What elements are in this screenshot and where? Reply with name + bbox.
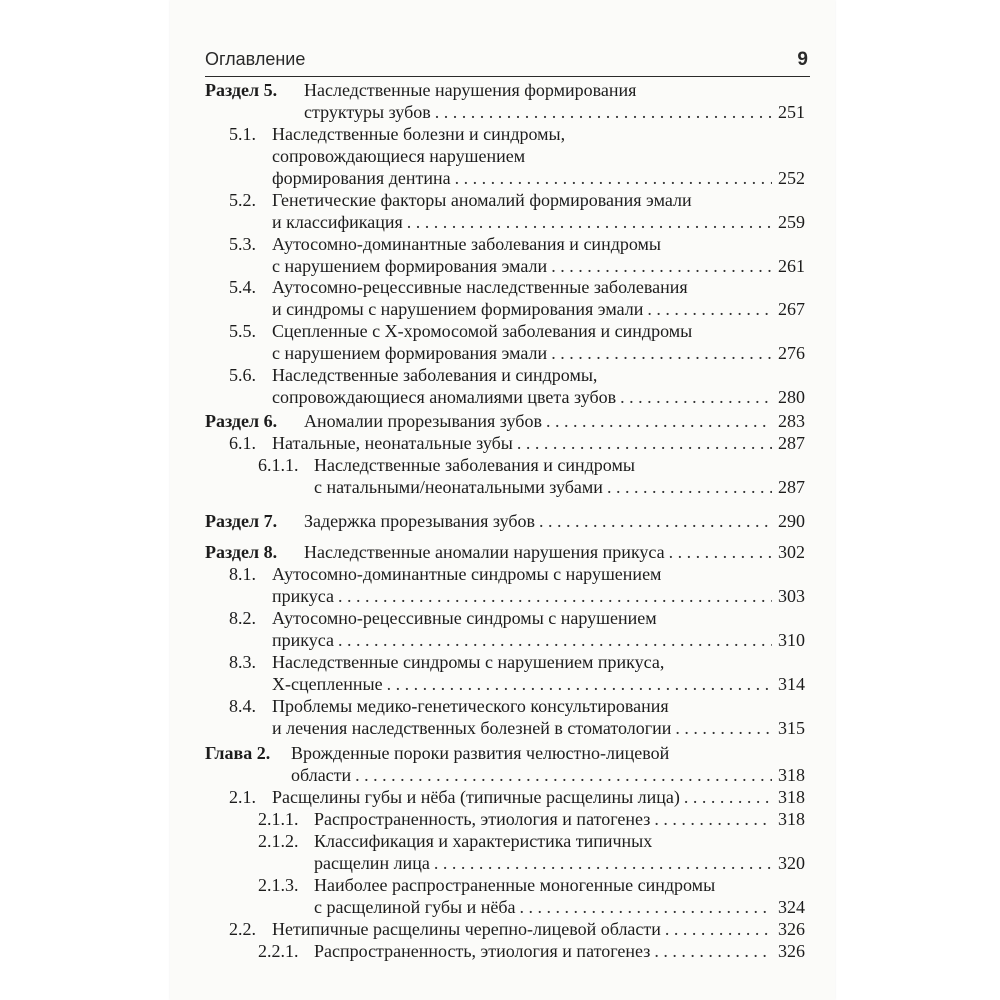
dot-leader	[675, 717, 772, 739]
toc-entry-number: 2.1.2.	[258, 831, 299, 851]
toc-entry-title: с расщелиной губы и нёба	[314, 897, 516, 917]
toc-entry-title: Классификация и характеристика типичных	[314, 831, 653, 851]
header-title: Оглавление	[205, 49, 306, 69]
toc-page-number: 267	[778, 299, 805, 319]
toc-entry-title: Проблемы медико-генетического консультирования	[272, 696, 669, 716]
toc-entry[interactable]	[205, 432, 805, 454]
toc-page-number: 287	[778, 477, 805, 497]
toc-entry-title: с нарушением формирования эмали	[272, 343, 548, 363]
dot-leader	[620, 386, 772, 408]
toc-entry-number: 5.4.	[229, 277, 256, 297]
toc-entry-title: и лечения наследственных болезней в стоматологии	[272, 718, 672, 738]
toc-entry-title: прикуса	[272, 630, 334, 650]
toc-entry[interactable]	[205, 830, 805, 874]
toc-entry-number: 2.1.1.	[258, 809, 299, 829]
toc-entry-title: сопровождающиеся аномалиями цвета зубов	[272, 387, 617, 407]
toc-entry-title: прикуса	[272, 586, 334, 606]
toc-entry-number: 8.2.	[229, 608, 256, 628]
toc-entry-title: Наиболее распространенные моногенные синдромы	[314, 875, 716, 895]
toc-entry-title: Нетипичные расщелины черепно-лицевой области	[272, 919, 661, 939]
toc-entry[interactable]	[205, 189, 805, 233]
toc-page-number: 283	[778, 411, 805, 431]
dot-leader	[607, 476, 772, 498]
toc-page-number: 302	[778, 542, 805, 562]
toc-entry-title: Наследственные нарушения формирования	[304, 80, 637, 100]
toc-page-number: 287	[778, 433, 805, 453]
toc-entry-number: 5.1.	[229, 124, 256, 144]
dot-leader	[551, 255, 772, 277]
toc-entry-number: 5.3.	[229, 234, 256, 254]
dot-leader	[654, 808, 772, 830]
toc-page-number: 318	[778, 809, 805, 829]
dot-leader	[665, 918, 772, 940]
toc-entry-number: 5.6.	[229, 365, 256, 385]
toc-entry-number: 8.4.	[229, 696, 256, 716]
toc-page-number: 324	[778, 897, 805, 917]
toc-page-number: 252	[778, 168, 805, 188]
toc-entry[interactable]	[205, 454, 805, 498]
toc-page-number: 276	[778, 343, 805, 363]
toc-page-number: 320	[778, 853, 805, 873]
toc-page-number: 290	[778, 511, 805, 531]
toc-page-number: 318	[778, 765, 805, 785]
toc-entry[interactable]	[205, 786, 805, 808]
toc-entry[interactable]	[205, 808, 805, 830]
dot-leader	[654, 940, 772, 962]
toc-entry-title: и синдромы с нарушением формирования эмали	[272, 299, 644, 319]
dot-leader	[551, 342, 772, 364]
toc-entry-number: 2.2.	[229, 919, 256, 939]
toc-entry-number: Раздел 8.	[205, 542, 278, 562]
dot-leader	[387, 673, 772, 695]
toc-page-number: 259	[778, 212, 805, 232]
toc-entry-title: области	[291, 765, 352, 785]
toc-entry-number: 2.1.	[229, 787, 256, 807]
dot-leader	[684, 786, 772, 808]
dot-leader	[546, 410, 772, 432]
toc-page-number: 251	[778, 102, 805, 122]
toc-entry-title: Х-сцепленные	[272, 674, 383, 694]
toc-entry-title: Аутосомно-рецессивные синдромы с нарушением	[272, 608, 657, 628]
toc-entry[interactable]	[205, 276, 805, 320]
toc-entry-number: 5.5.	[229, 321, 256, 341]
toc-entry[interactable]	[205, 510, 805, 532]
toc-entry[interactable]	[205, 874, 805, 918]
toc-entry-title: Аутосомно-рецессивные наследственные заболевания	[272, 277, 688, 297]
toc-entry-title: Наследственные аномалии нарушения прикуса	[304, 542, 665, 562]
dot-leader	[539, 510, 772, 532]
toc-entry-title: и классификация	[272, 212, 403, 232]
toc-entry-title: Натальные, неонатальные зубы	[272, 433, 513, 453]
toc-entry[interactable]	[205, 607, 805, 651]
dot-leader	[407, 211, 772, 233]
toc-entry-title: Распространенность, этиология и патогенез	[314, 941, 651, 961]
toc-entry-title: Задержка прорезывания зубов	[304, 511, 536, 531]
toc-page-number: 326	[778, 941, 805, 961]
toc-entry-title: Аутосомно-доминантные заболевания и синдромы	[272, 234, 661, 254]
dot-leader	[338, 585, 772, 607]
dot-leader	[434, 852, 772, 874]
dot-leader	[338, 629, 772, 651]
toc-entry-title: Аутосомно-доминантные синдромы с нарушением	[272, 564, 662, 584]
toc-entry-title: Аномалии прорезывания зубов	[304, 411, 542, 431]
toc-entry-number: Раздел 5.	[205, 80, 278, 100]
toc-entry[interactable]	[205, 651, 805, 695]
toc-entry[interactable]	[205, 410, 805, 432]
toc-entry[interactable]	[205, 123, 805, 189]
dot-leader	[669, 541, 772, 563]
toc-entry-title: формирования дентина	[272, 168, 451, 188]
toc-entry-title: с натальными/неонатальными зубами	[314, 477, 603, 497]
toc-entry-number: Раздел 7.	[205, 511, 278, 531]
toc-entry-number: Раздел 6.	[205, 411, 278, 431]
toc-page-number: 326	[778, 919, 805, 939]
toc-entry-number: 2.2.1.	[258, 941, 299, 961]
toc-entry-title: Наследственные болезни и синдромы,	[272, 124, 566, 144]
toc-page-number: 314	[778, 674, 805, 694]
toc-entry-title: сопровождающиеся нарушением	[272, 146, 526, 166]
toc-page-number: 261	[778, 256, 805, 276]
toc-entry-number: 6.1.1.	[258, 455, 299, 475]
toc-entry-title: Наследственные синдромы с нарушением прикуса,	[272, 652, 665, 672]
toc-entry[interactable]	[205, 940, 805, 962]
toc-entry-title: Сцепленные с Х-хромосомой заболевания и синдромы	[272, 321, 693, 341]
toc-page-number: 310	[778, 630, 805, 650]
toc-entry-title: структуры зубов	[304, 102, 431, 122]
toc-page-number: 318	[778, 787, 805, 807]
toc-entry[interactable]	[205, 79, 805, 123]
toc-entry-number: 2.1.3.	[258, 875, 299, 895]
toc-entry[interactable]	[205, 695, 805, 739]
dot-leader	[520, 896, 773, 918]
toc-entry[interactable]	[205, 563, 805, 607]
dot-leader	[355, 764, 772, 786]
header-page-number: 9	[797, 49, 808, 70]
toc-entry[interactable]	[205, 541, 805, 563]
toc-entry[interactable]	[205, 320, 805, 364]
toc-entry-title: Наследственные заболевания и синдромы,	[272, 365, 598, 385]
dot-leader	[517, 432, 772, 454]
toc-page-number: 280	[778, 387, 805, 407]
dot-leader	[455, 167, 772, 189]
toc-entry-title: с нарушением формирования эмали	[272, 256, 548, 276]
toc-entry-title: Врожденные пороки развития челюстно-лицевой	[291, 743, 670, 763]
toc-entry-title: Генетические факторы аномалий формирования эмали	[272, 190, 692, 210]
toc-entry-number: 8.1.	[229, 564, 256, 584]
toc-entry[interactable]	[205, 742, 805, 786]
toc-entry[interactable]	[205, 364, 805, 408]
toc-entry-number: 8.3.	[229, 652, 256, 672]
toc-entry-number: Глава 2.	[205, 743, 271, 763]
toc-page-number: 303	[778, 586, 805, 606]
toc-entry-number: 5.2.	[229, 190, 256, 210]
toc-entry-number: 6.1.	[229, 433, 256, 453]
toc-entry-title: Наследственные заболевания и синдромы	[314, 455, 635, 475]
dot-leader	[435, 101, 772, 123]
toc-entry-title: Расщелины губы и нёба (типичные расщелины лица)	[272, 787, 680, 807]
toc-entry[interactable]	[205, 233, 805, 277]
toc-entry-title: расщелин лица	[314, 853, 430, 873]
dot-leader	[647, 298, 772, 320]
toc-entry-title: Распространенность, этиология и патогенез	[314, 809, 651, 829]
toc-page-number: 315	[778, 718, 805, 738]
toc-entry[interactable]	[205, 918, 805, 940]
